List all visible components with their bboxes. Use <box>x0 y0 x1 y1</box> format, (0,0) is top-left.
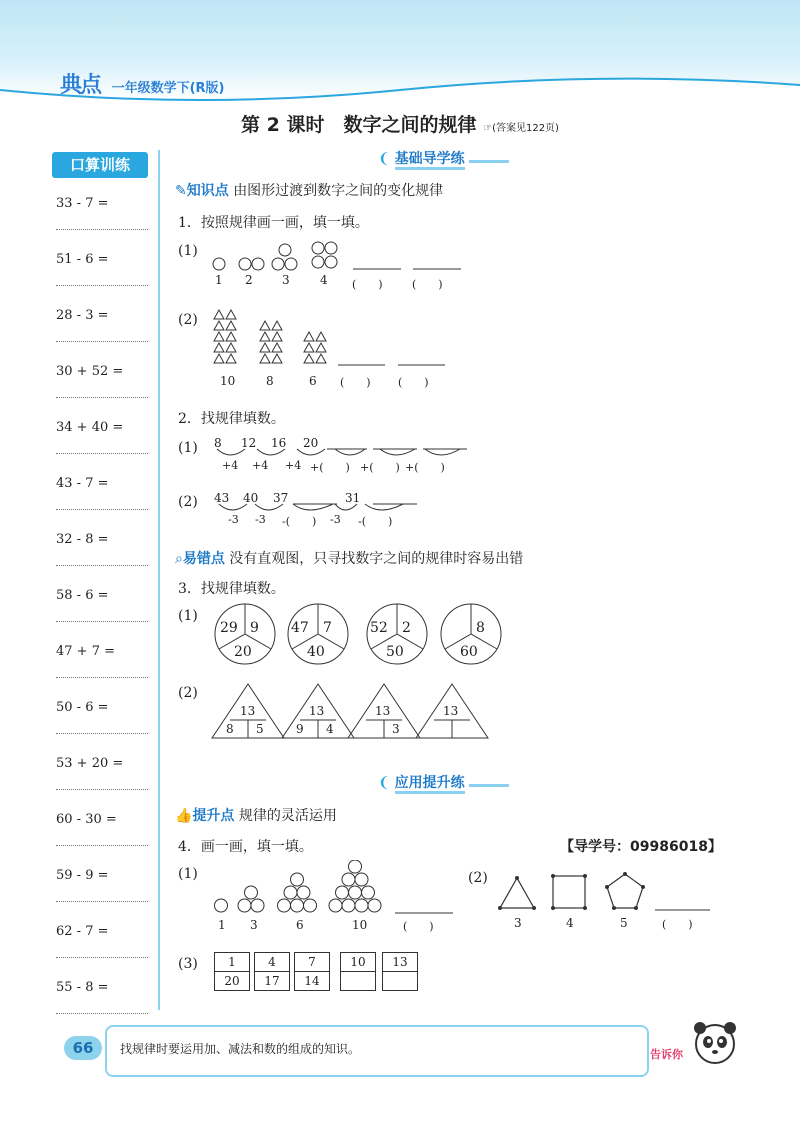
q4-part3-label: (3) <box>178 956 198 972</box>
q2-part2-label: (2) <box>178 494 198 510</box>
q4-part1-label: (1) <box>178 866 198 882</box>
question-1: 1．按照规律画一画，填一填。 <box>178 215 369 231</box>
tell-you-label: 告诉你 <box>650 1048 683 1061</box>
oral-calc-item[interactable]: 33 - 7 = <box>56 196 109 211</box>
section-tag-apply <box>378 772 509 792</box>
question-2: 2．找规律填数。 <box>178 411 285 427</box>
table-top-cell: 4 <box>254 952 290 972</box>
tri-1-right: 5 <box>256 722 264 736</box>
q3-part1-label: (1) <box>178 608 198 624</box>
oral-calc-item[interactable]: 51 - 6 = <box>56 252 109 267</box>
tri-2-left: 9 <box>296 722 304 736</box>
q2-p2-num-3: 37 <box>273 491 289 505</box>
q1-p2-paren-1[interactable]: ( ) <box>340 376 371 389</box>
q4-part2-label: (2) <box>468 870 488 886</box>
kp3-text: 规律的灵活运用 <box>238 808 337 824</box>
question-3: 3．找规律填数。 <box>178 581 285 597</box>
brand-subtitle: 一年级数学下(R版) <box>111 81 225 96</box>
circle-3-left: 52 <box>370 620 388 636</box>
q2-p2-op-2: -3 <box>255 513 266 526</box>
q1-p2-num-3: 6 <box>309 374 317 388</box>
guide-number: 【导学号：09986018】 <box>560 839 722 855</box>
circle-4-bottom: 60 <box>460 644 478 660</box>
q3-part2-label: (2) <box>178 685 198 701</box>
q4-p1-paren[interactable]: ( ) <box>403 920 434 933</box>
q2-p1-op-1: +4 <box>222 459 239 472</box>
q2-p2-arrows <box>205 490 435 530</box>
q2-p2-op-4: -3 <box>330 513 341 526</box>
q2-p2-num-2: 40 <box>243 491 259 505</box>
section-tag-basic-label: 基础导学练 <box>395 151 465 170</box>
error-point <box>175 548 523 568</box>
circle-1-bottom: 20 <box>234 644 252 660</box>
q4-p1-num-1: 1 <box>218 918 226 932</box>
oral-calc-item[interactable]: 30 + 52 = <box>56 364 124 379</box>
circle-1-right: 9 <box>250 620 259 636</box>
answer-dotted-line <box>56 621 148 622</box>
q2-p2-op-5[interactable]: -( ) <box>358 515 393 528</box>
tri-3-right: 3 <box>392 722 400 736</box>
table-bottom-cell: 17 <box>254 971 290 991</box>
table-bottom-cell: 20 <box>214 971 250 991</box>
sidebar-heading: 口算训练 <box>52 152 148 178</box>
answer-ref: ☞(答案见122页) <box>483 123 559 134</box>
q2-p1-num-3: 16 <box>271 436 287 450</box>
circle-2-bottom: 40 <box>307 644 325 660</box>
section-icon: ❨ <box>378 775 390 791</box>
oral-calc-item[interactable]: 34 + 40 = <box>56 420 124 435</box>
pen-icon: ✎ <box>175 183 187 199</box>
brand <box>60 68 225 99</box>
answer-dotted-line <box>56 565 148 566</box>
answer-dotted-line <box>56 397 148 398</box>
circle-2-right: 7 <box>323 620 332 636</box>
tri-2-right: 4 <box>326 722 334 736</box>
q2-p1-op-3: +4 <box>285 459 302 472</box>
table-top-cell: 1 <box>214 952 250 972</box>
thumbs-up-icon: 👍 <box>175 808 193 824</box>
oral-calc-item[interactable]: 32 - 8 = <box>56 532 109 547</box>
tri-1-left: 8 <box>226 722 234 736</box>
answer-dotted-line <box>56 733 148 734</box>
answer-dotted-line <box>56 509 148 510</box>
kp2-label: 易错点 <box>182 551 225 567</box>
oral-calc-item[interactable]: 50 - 6 = <box>56 700 109 715</box>
section-tag-apply-label: 应用提升练 <box>395 775 465 794</box>
q1-p1-num-3: 3 <box>282 273 290 287</box>
q4-polygons <box>495 868 715 918</box>
q2-p1-num-4: 20 <box>303 436 319 450</box>
oral-calc-item[interactable]: 47 + 7 = <box>56 644 115 659</box>
kp-label: 知识点 <box>186 183 229 199</box>
oral-calc-item[interactable]: 28 - 3 = <box>56 308 109 323</box>
section-icon: ❨ <box>378 151 390 167</box>
q4-p2-num-1: 3 <box>514 916 522 930</box>
table-top-cell: 13 <box>382 952 418 972</box>
footer-tip: 找规律时要运用加、减法和数的组成的知识。 <box>120 1042 361 1056</box>
answer-dotted-line <box>56 285 148 286</box>
table-bottom-cell[interactable] <box>382 971 418 991</box>
table-bottom-cell: 14 <box>294 971 330 991</box>
tri-1-top: 13 <box>240 704 256 718</box>
section-tag-basic <box>378 148 509 168</box>
q4-p1-num-3: 6 <box>296 918 304 932</box>
improve-point <box>175 805 337 825</box>
kp3-label: 提升点 <box>192 808 235 824</box>
answer-dotted-line <box>56 901 148 902</box>
q2-p2-op-3[interactable]: -( ) <box>282 515 317 528</box>
circle-2-left: 47 <box>291 620 309 636</box>
brand-logo: 典点 <box>60 73 101 98</box>
tri-4-top: 13 <box>443 704 459 718</box>
q2-p1-num-1: 8 <box>214 436 222 450</box>
q1-p2-paren-2[interactable]: ( ) <box>398 376 429 389</box>
q1-p1-paren-2[interactable]: ( ) <box>412 278 443 291</box>
q2-p2-num-4: 31 <box>345 491 361 505</box>
circle-4-right: 8 <box>476 620 485 636</box>
q2-p2-op-1: -3 <box>228 513 239 526</box>
answer-dotted-line <box>56 341 148 342</box>
oral-calc-item[interactable]: 60 - 30 = <box>56 812 117 827</box>
answer-dotted-line <box>56 1013 148 1014</box>
q2-p2-num-1: 43 <box>214 491 230 505</box>
oral-calc-item[interactable]: 43 - 7 = <box>56 476 109 491</box>
q2-part1-label: (1) <box>178 440 198 456</box>
table-bottom-cell[interactable] <box>340 971 376 991</box>
tri-3-top: 13 <box>375 704 391 718</box>
kp-text: 由图形过渡到数字之间的变化规律 <box>233 183 444 199</box>
magnifier-icon: ⌕ <box>175 551 183 567</box>
panda-icon <box>690 1018 740 1068</box>
tri-2-top: 13 <box>309 704 325 718</box>
q1-p1-num-4: 4 <box>320 273 328 287</box>
q4-p2-num-2: 4 <box>566 916 574 930</box>
q4-p1-num-4: 10 <box>352 918 368 932</box>
oral-calc-item[interactable]: 62 - 7 = <box>56 924 109 939</box>
lesson-title: 第 2 课时 数字之间的规律 <box>241 114 477 136</box>
kp2-text: 没有直观图，只寻找数字之间的规律时容易出错 <box>229 551 524 567</box>
page-title <box>0 110 800 137</box>
knowledge-point <box>175 180 443 200</box>
q1-p2-num-1: 10 <box>220 374 236 388</box>
answer-dotted-line <box>56 453 148 454</box>
q1-p2-num-2: 8 <box>266 374 274 388</box>
section-underline <box>469 160 509 163</box>
q2-p1-op-6[interactable]: +( ) <box>405 461 445 474</box>
answer-dotted-line <box>56 229 148 230</box>
circle-1-left: 29 <box>220 620 238 636</box>
answer-dotted-line <box>56 845 148 846</box>
q2-p1-op-2: +4 <box>252 459 269 472</box>
q1-part1-label: (1) <box>178 243 198 259</box>
page-number: 66 <box>64 1036 102 1060</box>
circle-3-bottom: 50 <box>386 644 404 660</box>
table-top-cell: 10 <box>340 952 376 972</box>
question-4: 4．画一画，填一填。 <box>178 839 313 855</box>
q2-p1-op-4[interactable]: +( ) <box>310 461 350 474</box>
q4-p2-num-3: 5 <box>620 916 628 930</box>
q1-p1-num-1: 1 <box>215 273 223 287</box>
q1-p1-paren-1[interactable]: ( ) <box>352 278 383 291</box>
q4-circle-stack <box>205 860 460 920</box>
q2-p1-op-5[interactable]: +( ) <box>360 461 400 474</box>
oral-calc-item[interactable]: 53 + 20 = <box>56 756 124 771</box>
q1-p1-num-2: 2 <box>245 273 253 287</box>
q1-part2-label: (2) <box>178 312 198 328</box>
oral-calc-item[interactable]: 59 - 9 = <box>56 868 109 883</box>
answer-dotted-line <box>56 957 148 958</box>
circle-3-right: 2 <box>402 620 411 636</box>
q4-p1-num-2: 3 <box>250 918 258 932</box>
oral-calc-item[interactable]: 55 - 8 = <box>56 980 109 995</box>
section-underline <box>469 784 509 787</box>
table-top-cell: 7 <box>294 952 330 972</box>
answer-dotted-line <box>56 677 148 678</box>
oral-calc-item[interactable]: 58 - 6 = <box>56 588 109 603</box>
q4-p2-paren[interactable]: ( ) <box>662 918 693 931</box>
q2-p1-num-2: 12 <box>241 436 257 450</box>
answer-dotted-line <box>56 789 148 790</box>
q1-triangles-figure <box>210 305 455 370</box>
